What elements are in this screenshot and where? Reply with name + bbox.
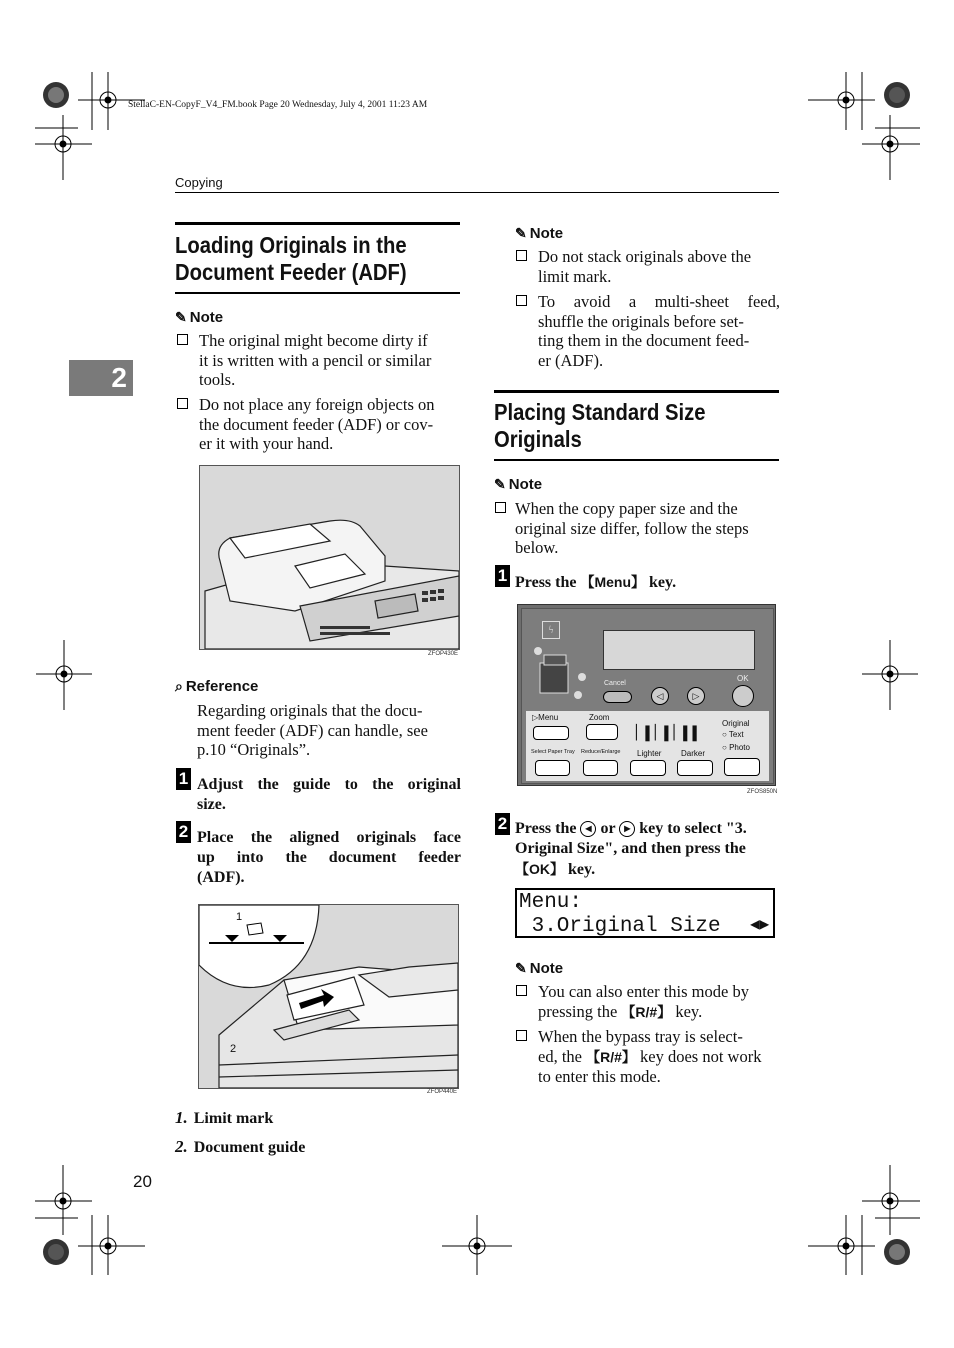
lcd-line-2: 3.Original Size [519,915,721,938]
lcd-display [515,888,775,938]
ok-key: 【OK】 [515,861,564,877]
control-panel-illustration [517,604,776,786]
reduce-enlarge-button[interactable] [583,760,618,776]
page-number: 20 [133,1172,152,1191]
checkbox-bullet-icon [516,985,527,996]
note-label: ✎ Note [175,309,224,326]
reduce-enlarge-label: Reduce/Enlarge [581,749,621,755]
checkbox-bullet-icon [495,502,506,513]
section-rule-top [175,222,460,225]
menu-button[interactable] [533,726,569,740]
running-head: Copying [175,175,223,190]
chapter-tab: 2 [69,360,133,396]
step-number: 2 [176,821,191,843]
note-label: ✎ Note [494,476,543,493]
checkbox-bullet-icon [516,295,527,306]
darker-button[interactable] [677,760,713,776]
pencil-icon: ✎ [175,309,187,325]
lighter-label: Lighter [637,749,662,758]
adf-drawing [199,905,458,1088]
r-hash-key: 【R/#】 [621,1003,672,1020]
callout-2: 2 [230,1043,237,1055]
callout-1: 1 [236,911,243,923]
figure-code: ZFOP440E [427,1089,458,1095]
ok-button[interactable] [732,685,754,707]
density-indicator: ▏▌▏▌▏▌▌ [636,726,702,742]
legend-item: 1. Limit mark [175,1108,274,1127]
step-text: Adjust the guide to the original size. [197,776,461,813]
step-text: Press the ◀ or ▶ key to select "3. Original Size", and then press the 【OK】 key. [515,820,747,878]
legend-item: 2. Document guide [175,1137,306,1156]
adf-copier-illustration [199,465,460,650]
section-rule-bottom [494,459,779,461]
lighter-button[interactable] [630,760,666,776]
select-paper-tray-button[interactable] [535,760,570,776]
ok-label: OK [737,674,749,683]
zoom-button[interactable] [586,724,618,740]
file-info: StellaC-EN-CopyF_V4_FM.book Page 20 Wednesday, July 4, 2001 11:23 AM [128,100,428,110]
photo-mode-label: ○ Photo [722,743,750,752]
reference-text: Regarding originals that the docu- ment feeder (ADF) can handle, see p.10 “Originals”. [197,701,428,759]
indicator-icon: ○ [722,730,729,739]
step-number: 1 [495,565,510,587]
section-heading-standard-size [494,399,705,453]
step-number: 2 [495,813,510,835]
cancel-button[interactable] [603,691,632,703]
pencil-icon: ✎ [515,225,527,241]
power-icon: ϟ [542,621,560,639]
section-heading-adf [175,232,407,286]
lcd-line-1: Menu: [519,891,583,914]
figure-code: ZFOS850N [747,789,778,795]
step-text: Press the 【Menu】 key. [515,574,677,591]
copier-drawing [200,466,459,649]
indicator-icon: ○ [722,743,730,752]
darker-label: Darker [681,749,706,758]
checkbox-bullet-icon [177,334,188,345]
step-number: 1 [176,768,191,790]
cancel-label: Cancel [604,680,626,687]
heading-line: Document Feeder (ADF) [175,259,407,285]
original-label: Original [722,719,750,728]
original-type-button[interactable] [724,758,760,776]
figure-code: ZFOP430E [428,651,459,657]
section-rule-bottom [175,292,460,294]
note-label: ✎ Note [515,960,564,977]
copier-status-icon [532,645,592,710]
magnifier-icon: ⌕ [175,678,183,694]
pencil-icon: ✎ [515,960,527,976]
zoom-label: Zoom [589,713,610,722]
note-label: ✎ Note [515,225,564,242]
pencil-icon: ✎ [494,476,506,492]
select-paper-tray-label: Select Paper Tray [531,749,575,755]
checkbox-bullet-icon [516,1030,527,1041]
scroll-arrows-icon: ◀▶ [750,916,770,934]
left-arrow-button[interactable]: ◁ [651,687,669,705]
header-rule [175,192,779,193]
step-text: Place the aligned originals face up into the document feeder (ADF). [197,829,461,886]
left-arrow-key-icon: ◀ [580,821,596,837]
right-arrow-button[interactable]: ▷ [687,687,705,705]
checkbox-bullet-icon [177,398,188,409]
menu-key: 【Menu】 [580,574,646,590]
text-mode-label: ○ Text [722,730,744,739]
checkbox-bullet-icon [516,250,527,261]
heading-line: Loading Originals in the [175,232,407,258]
r-hash-key: 【R/#】 [586,1048,636,1065]
heading-line: Originals [494,426,582,452]
reference-label: ⌕ Reference [175,678,259,695]
right-arrow-key-icon: ▶ [619,821,635,837]
heading-line: Placing Standard Size [494,399,706,425]
lcd-window [603,630,755,670]
section-rule-top [494,390,779,393]
menu-label: ▷Menu [532,713,559,722]
place-originals-illustration [198,904,459,1089]
